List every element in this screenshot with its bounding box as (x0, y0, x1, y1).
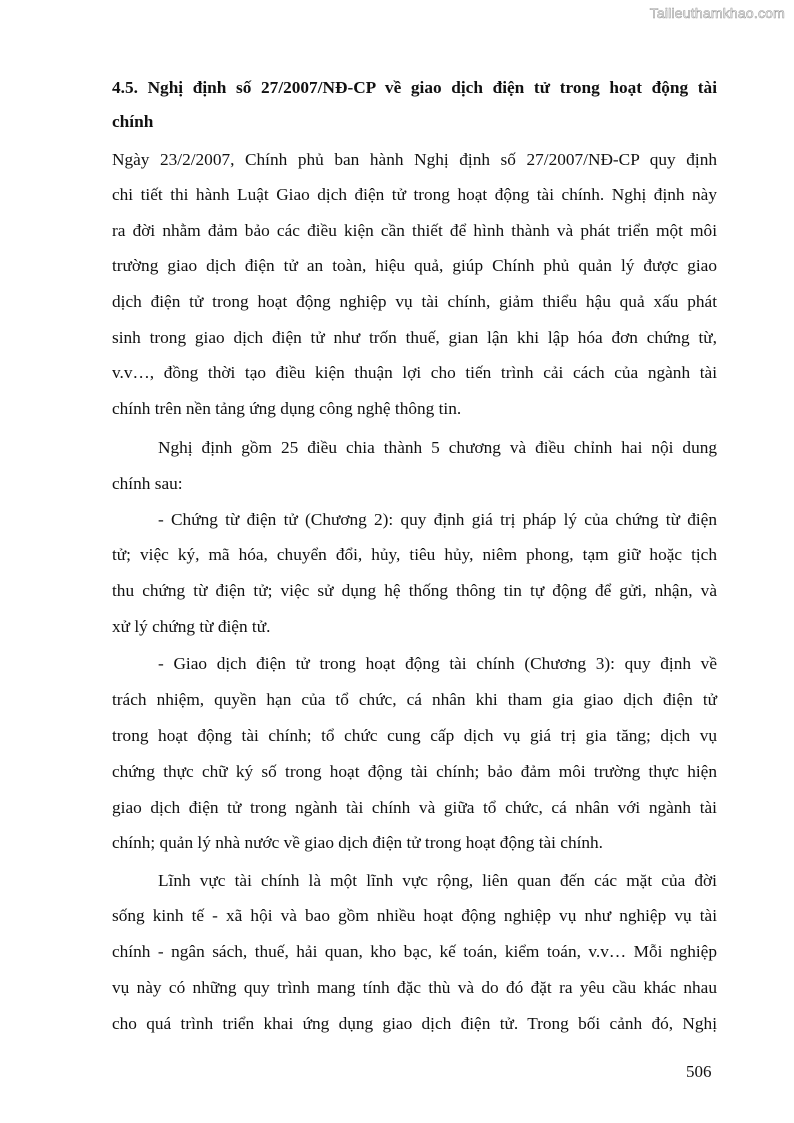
paragraph-line: tử; việc ký, mã hóa, chuyển đổi, hủy, tiêu hủy, niêm phong, tạm giữ hoặc tịch (112, 545, 717, 564)
paragraph-line: xử lý chứng từ điện tử. (112, 617, 271, 636)
paragraph-line: cho quá trình triển khai ứng dụng giao dịch điện tử. Trong bối cảnh đó, Nghị (112, 1014, 717, 1033)
paragraph-line: sống kinh tế - xã hội và bao gồm nhiều hoạt động nghiệp vụ như nghiệp vụ tài (112, 906, 717, 925)
section-heading: chính (112, 112, 154, 131)
paragraph-line: trong hoạt động tài chính; tổ chức cung cấp dịch vụ giá trị gia tăng; dịch vụ (112, 726, 717, 745)
paragraph-line: chi tiết thi hành Luật Giao dịch điện tử trong hoạt động tài chính. Nghị định này (112, 185, 717, 204)
paragraph-line: Ngày 23/2/2007, Chính phủ ban hành Nghị định số 27/2007/NĐ-CP quy định (112, 150, 717, 169)
paragraph-line: thu chứng từ điện tử; việc sử dụng hệ thống thông tin tự động để gửi, nhận, và (112, 581, 717, 600)
paragraph-line: trách nhiệm, quyền hạn của tổ chức, cá nhân khi tham gia giao dịch điện tử (112, 690, 717, 709)
paragraph-line: - Chứng từ điện tử (Chương 2): quy định giá trị pháp lý của chứng từ điện (158, 510, 717, 529)
page-number: 506 (686, 1062, 712, 1081)
paragraph-line: ra đời nhằm đảm bảo các điều kiện cần thiết để hình thành và phát triển một môi (112, 221, 717, 240)
paragraph-line: chính; quản lý nhà nước về giao dịch điện tử trong hoạt động tài chính. (112, 833, 603, 852)
paragraph-line: chứng thực chữ ký số trong hoạt động tài chính; bảo đảm môi trường thực hiện (112, 762, 717, 781)
paragraph-line: dịch điện tử trong hoạt động nghiệp vụ tài chính, giảm thiểu hậu quả xấu phát (112, 292, 717, 311)
paragraph-line: sinh trong giao dịch điện tử như trốn thuế, gian lận khi lập hóa đơn chứng từ, (112, 328, 717, 347)
section-heading: 4.5. Nghị định số 27/2007/NĐ-CP về giao dịch điện tử trong hoạt động tài (112, 78, 717, 97)
paragraph-line: Nghị định gồm 25 điều chia thành 5 chương và điều chỉnh hai nội dung (158, 438, 717, 457)
paragraph-line: - Giao dịch điện tử trong hoạt động tài chính (Chương 3): quy định về (158, 654, 717, 673)
watermark: Tailieuthamkhao.com (649, 5, 785, 21)
paragraph-line: chính trên nền tảng ứng dụng công nghệ thông tin. (112, 399, 462, 418)
paragraph-line: v.v…, đồng thời tạo điều kiện thuận lợi cho tiến trình cải cách của ngành tài (112, 363, 717, 382)
paragraph-line: Lĩnh vực tài chính là một lĩnh vực rộng, liên quan đến các mặt của đời (158, 871, 717, 890)
paragraph-line: trường giao dịch điện tử an toàn, hiệu quả, giúp Chính phủ quản lý được giao (112, 256, 717, 275)
paragraph-line: vụ này có những quy trình mang tính đặc thù và do đó đặt ra yêu cầu khác nhau (112, 978, 717, 997)
paragraph-line: giao dịch điện tử trong ngành tài chính và giữa tổ chức, cá nhân với ngành tài (112, 798, 717, 817)
paragraph-line: chính - ngân sách, thuế, hải quan, kho bạc, kế toán, kiểm toán, v.v… Mỗi nghiệp (112, 942, 717, 961)
paragraph-line: chính sau: (112, 474, 183, 493)
